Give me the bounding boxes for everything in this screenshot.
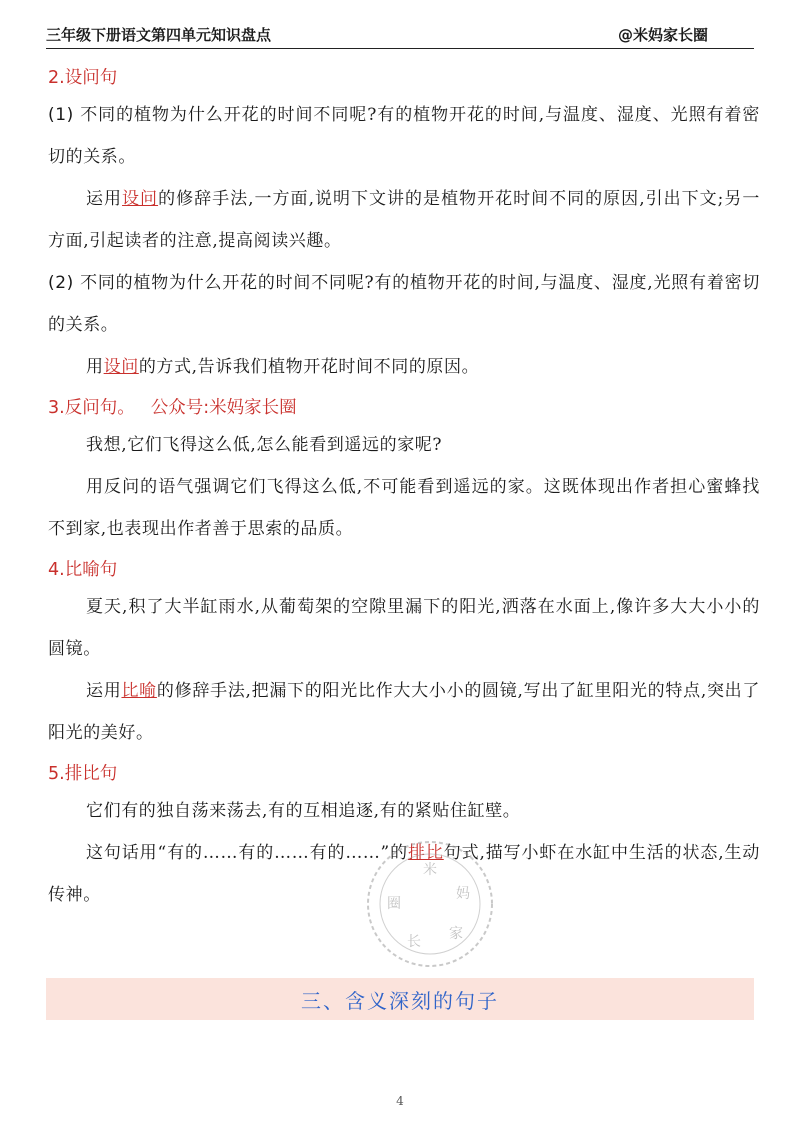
analysis-text: 这句话用“有的……有的……有的……”的: [86, 843, 408, 863]
analysis-3: 用反问的语气强调它们飞得这么低,不可能看到遥远的家。这既体现出作者担心蜜蜂找不到家,也表现出作者善于思索的品质。: [48, 477, 760, 539]
watermark-stamp: [360, 834, 500, 974]
svg-text:米: 米: [423, 862, 437, 878]
analysis-2-1: [48, 178, 760, 262]
section-heading-3: [48, 392, 760, 424]
analysis-text: 句式,描写小虾在水缸中生活的状态,生动传神。: [48, 843, 760, 905]
analysis-text: 的修辞手法,把漏下的阳光比作大大小小的圆镜,写出了缸里阳光的特点,突出了阳光的美好。: [48, 681, 761, 743]
sentence-text: 不同的植物为什么开花的时间不同呢?有的植物开花的时间,与温度、湿度,光照有着密切的关系。: [48, 273, 760, 335]
page-number: 4: [396, 1094, 404, 1108]
keyword-highlight: 排比: [407, 843, 444, 863]
main-content: [48, 58, 760, 916]
svg-text:家: 家: [449, 926, 463, 942]
analysis-2-2: [48, 346, 760, 388]
keyword-highlight: 设问: [103, 357, 139, 377]
section-band-title: 三、含义深刻的句子: [301, 988, 499, 1013]
example-sentence-2-2: [48, 262, 760, 346]
analysis-text: 用: [86, 357, 104, 377]
analysis-text: 运用: [86, 681, 122, 701]
example-sentence-3: 我想,它们飞得这么低,怎么能看到遥远的家呢?: [86, 435, 443, 455]
example-sentence-2-1: [48, 94, 760, 178]
analysis-text: 运用: [86, 189, 123, 209]
keyword-highlight: 比喻: [121, 681, 157, 701]
page-header: [46, 18, 754, 49]
document-title: 三年级下册语文第四单元知识盘点: [46, 26, 272, 44]
svg-text:圈: 圈: [387, 896, 401, 912]
section-heading-4: 4.比喻句: [48, 560, 118, 580]
keyword-highlight: 设问: [122, 189, 159, 209]
section-band: [46, 978, 754, 1020]
heading-text: 3.反问句。: [48, 398, 135, 418]
section-heading-5: 5.排比句: [48, 764, 118, 784]
analysis-4: [48, 670, 760, 754]
author-tag: @米妈家长圈: [617, 26, 708, 44]
section-heading-2: 2.设问句: [48, 68, 118, 88]
analysis-text: 的修辞手法,一方面,说明下文讲的是植物开花时间不同的原因,引出下文;另一方面,引起读者的注意,提高阅读兴趣。: [48, 189, 761, 251]
sentence-text: 不同的植物为什么开花的时间不同呢?有的植物开花的时间,与温度、湿度、光照有着密切的关系。: [48, 105, 760, 167]
analysis-text: 的方式,告诉我们植物开花时间不同的原因。: [138, 357, 480, 377]
example-sentence-4: 夏天,积了大半缸雨水,从葡萄架的空隙里漏下的阳光,洒落在水面上,像许多大大小小的圆镜。: [48, 597, 760, 659]
svg-text:长: 长: [407, 934, 421, 950]
svg-text:妈: 妈: [456, 886, 470, 902]
account-note: 公众号:米妈家长圈: [150, 398, 297, 418]
example-sentence-5: 它们有的独自荡来荡去,有的互相追逐,有的紧贴住缸壁。: [86, 801, 521, 821]
item-number: (2): [48, 273, 74, 293]
item-number: (1): [48, 105, 74, 125]
